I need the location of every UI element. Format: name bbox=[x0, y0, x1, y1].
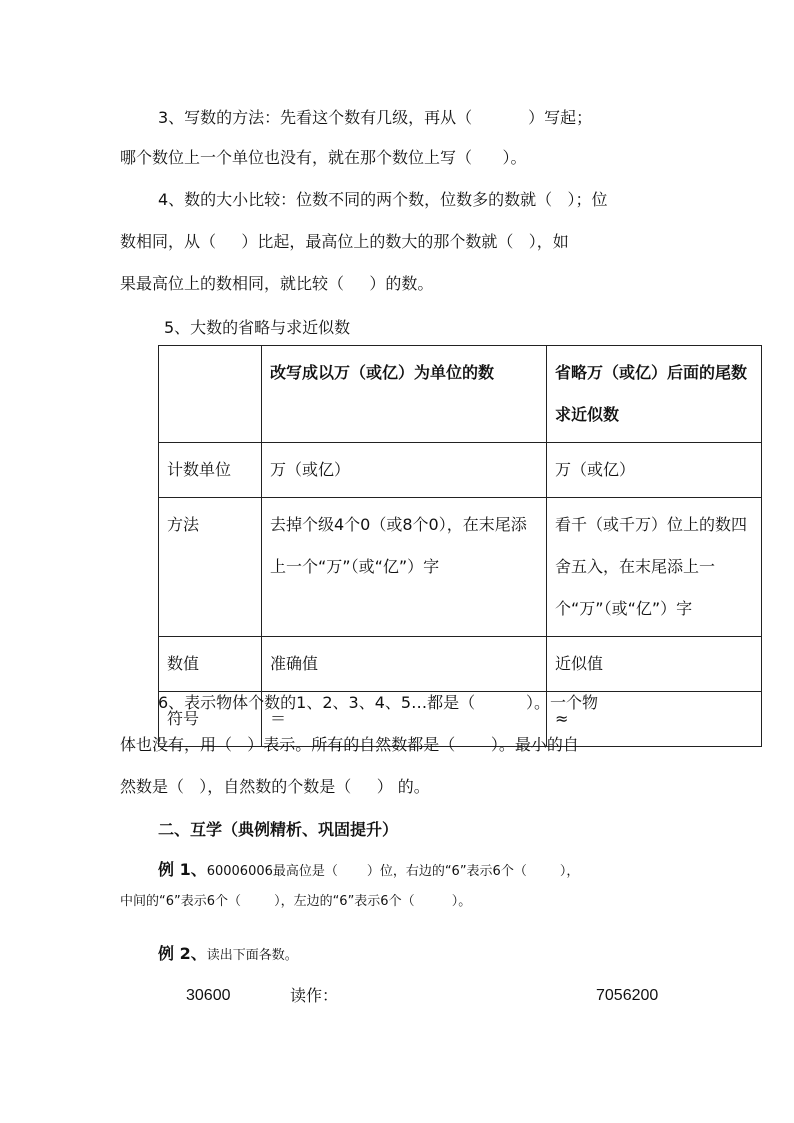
table-cell: 数值 bbox=[159, 637, 262, 692]
section3-line2: 哪个数位上一个单位也没有，就在那个数位上写（ ）。 bbox=[120, 148, 527, 167]
section6-line3: 然数是（ ），自然数的个数是（ ） 的。 bbox=[120, 777, 430, 796]
table-row bbox=[159, 637, 762, 692]
example1-text: 60006006最高位是（ ）位，右边的“6”表示6个（ ）， bbox=[206, 864, 580, 879]
approximation-table bbox=[158, 345, 762, 747]
table-row bbox=[159, 498, 762, 637]
read-as-label: 读作： bbox=[290, 986, 339, 1005]
table-cell: ≈ bbox=[547, 692, 762, 747]
table-cell: 看千（或千万）位上的数四舍五入，在末尾添上一个“万”（或“亿”）字 bbox=[547, 498, 762, 637]
example1-line2: 中间的“6”表示6个（ ），左边的“6”表示6个（ ）。 bbox=[120, 894, 472, 909]
table-cell: 方法 bbox=[159, 498, 262, 637]
example2-label: 例 2、 bbox=[158, 944, 207, 963]
part2-title: 二、互学（典例精析、巩固提升） bbox=[158, 820, 399, 839]
example1-label: 例 1、 bbox=[158, 860, 207, 879]
table-header-row bbox=[159, 346, 762, 443]
example1-line1 bbox=[158, 860, 579, 882]
section6-line2: 体也没有，用（ ）表示。所有的自然数都是（ ）。最小的自 bbox=[120, 735, 579, 754]
table-header-cell bbox=[159, 346, 262, 443]
section6-line1: 6、表示物体个数的1、2、3、4、5…都是（ ）。一个物 bbox=[158, 693, 598, 712]
section4-line2: 数相同，从（ ）比起，最高位上的数大的那个数就（ ），如 bbox=[120, 232, 569, 251]
table-cell: 符号 bbox=[159, 692, 262, 747]
number-7056200: 7056200 bbox=[596, 987, 659, 1004]
section4-line3: 果最高位上的数相同，就比较（ ）的数。 bbox=[120, 274, 434, 293]
example2-line bbox=[158, 944, 298, 966]
table-header-cell: 省略万（或亿）后面的尾数求近似数 bbox=[547, 346, 762, 443]
table-cell: 万（或亿） bbox=[547, 443, 762, 498]
table-header-cell: 改写成以万（或亿）为单位的数 bbox=[262, 346, 547, 443]
section5-title: 5、大数的省略与求近似数 bbox=[164, 318, 351, 337]
number-30600: 30600 bbox=[186, 987, 231, 1004]
table-row bbox=[159, 443, 762, 498]
table-cell: 准确值 bbox=[262, 637, 547, 692]
section4-line1: 4、数的大小比较：位数不同的两个数，位数多的数就（ ）；位 bbox=[158, 190, 608, 209]
table-cell: 去掉个级4个0（或8个0），在末尾添上一个“万”（或“亿”）字 bbox=[262, 498, 547, 637]
table-cell: 近似值 bbox=[547, 637, 762, 692]
section3-line1: 3、写数的方法：先看这个数有几级，再从（ ）写起； bbox=[158, 108, 593, 127]
table-cell: ＝ bbox=[262, 692, 547, 747]
example2-text: 读出下面各数。 bbox=[206, 948, 298, 963]
table-cell: 万（或亿） bbox=[262, 443, 547, 498]
table-cell: 计数单位 bbox=[159, 443, 262, 498]
